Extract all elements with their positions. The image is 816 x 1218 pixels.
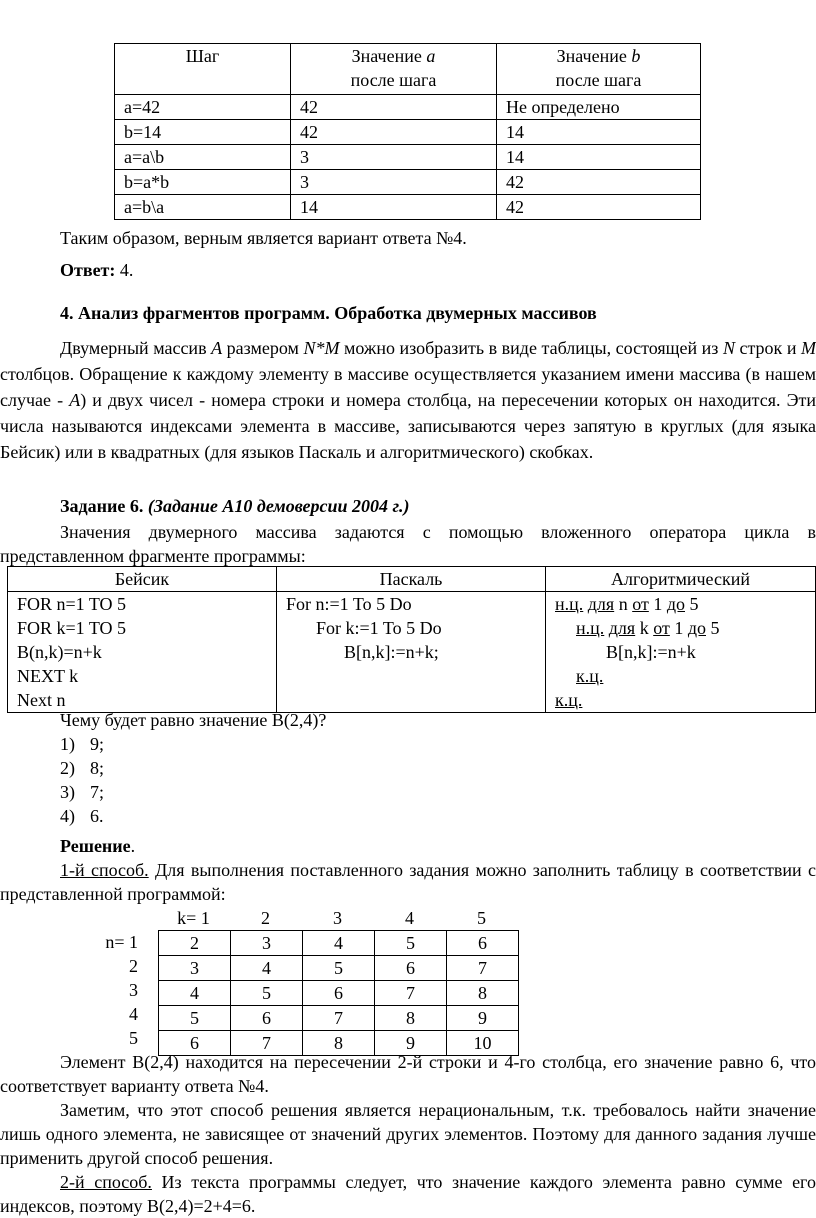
values-grid: [158, 930, 519, 1056]
cell-step: a=a\b: [115, 145, 291, 170]
k-header-row: k= 1 2 3 4 5: [177, 908, 486, 928]
cell-step: b=a*b: [115, 170, 291, 195]
cell-b: Не определено: [497, 95, 701, 120]
steps-table: [114, 43, 701, 220]
answer-options: [60, 732, 104, 828]
table-row: 4 5 6 7 8: [159, 981, 519, 1006]
program-code-row: [8, 592, 816, 713]
cell-step: a=b\a: [115, 195, 291, 220]
cell-a: 14: [291, 195, 497, 220]
intro-paragraph: Двумерный массив A размером N*M можно изобразить в виде таблицы, состоящей из N строк и M столбцов. Обращение к каждому элементу в массиве осуществляется указанием имени массива (в нашем случае - A) и двух чисел - номера строки и номера столбца, на пересечении которых он находится. Эти числа называются индексами элемента в массиве, записываются через запятую в круглых (для языка Бейсик) или в квадратных (для языков Паскаль и алгоритмического) скобках.: [0, 338, 816, 462]
table-row: 5 6 7 8 9: [159, 1006, 519, 1031]
task-heading: [60, 494, 409, 518]
method1-label: 1-й способ.: [60, 860, 149, 880]
paragraph-element: Элемент B(2,4) находится на пересечении 2-й строки и 4-го столбца, его значение равно 6, что соответствует варианту ответа №4.: [0, 1052, 816, 1096]
task-source: (Задание А10 демоверсии 2004 г.): [147, 496, 410, 516]
answer-line: [60, 258, 133, 282]
method1-paragraph: 1-й способ. Для выполнения поставленного задания можно заполнить таблицу в соответствии с представленной программой:: [0, 860, 816, 904]
table-row: 3 4 5 6 7: [159, 956, 519, 981]
method2-label: 2-й способ.: [60, 1172, 152, 1192]
table-row: 2 3 4 5 6: [159, 931, 519, 956]
table-row: 6 7 8 9 10: [159, 1031, 519, 1056]
table-row: [115, 120, 701, 145]
table-row: [115, 95, 701, 120]
cell-b: 42: [497, 195, 701, 220]
paragraph-note: Заметим, что этот способ решения является нерациональным, т.к. требовалось найти значение лишь одного элемента, не зависящее от значений других элементов. Поэтому для данного задания лучше применить другой способ решения.: [0, 1100, 816, 1168]
section-title: 4. Анализ фрагментов программ. Обработка двумерных массивов: [60, 303, 597, 323]
task-text: Значения двумерного массива задаются с помощью вложенного оператора цикла в представленном фрагменте программы:: [0, 522, 816, 566]
answer-value: 4.: [115, 260, 134, 280]
n-labels: n= 1 2 3 4 5: [105, 932, 138, 1048]
option-4: 4) 6.: [60, 806, 104, 826]
option-3: 3) 7;: [60, 782, 105, 802]
cell-b: 14: [497, 145, 701, 170]
header-algo: Алгоритмический: [546, 567, 816, 592]
cell-step: b=14: [115, 120, 291, 145]
cell-a: 3: [291, 145, 497, 170]
cell-step: a=42: [115, 95, 291, 120]
answer-label: Ответ:: [60, 260, 116, 280]
cell-b: 14: [497, 120, 701, 145]
task-label: Задание 6.: [60, 496, 144, 516]
header-basic: Бейсик: [8, 567, 277, 592]
table-row: [115, 170, 701, 195]
option-1: 1) 9;: [60, 734, 105, 754]
code-pascal: For n:=1 To 5 Do For k:=1 To 5 Do B[n,k]:=n+k;: [277, 592, 546, 713]
code-algo: н.ц. для n от 1 до 5 н.ц. для k от 1 до 5 B[n,k]:=n+k к.ц. к.ц.: [546, 592, 816, 713]
cell-a: 42: [291, 120, 497, 145]
code-basic: FOR n=1 TO 5 FOR k=1 TO 5 B(n,k)=n+k NEXT k Next n: [8, 592, 277, 713]
solution-heading: Решение.: [60, 836, 136, 856]
method2-paragraph: 2-й способ. Из текста программы следует, что значение каждого элемента равно сумме его индексов, поэтому B(2,4)=2+4=6.: [0, 1172, 816, 1216]
header-pascal: Паскаль: [277, 567, 546, 592]
header-step: Шаг: [115, 44, 291, 95]
header-value-b: Значение b после шага: [497, 44, 701, 95]
cell-a: 42: [291, 95, 497, 120]
steps-table-header: [115, 44, 701, 95]
cell-a: 3: [291, 170, 497, 195]
header-value-a: Значение a после шага: [291, 44, 497, 95]
option-2: 2) 8;: [60, 758, 105, 778]
conclusion-text: Таким образом, верным является вариант ответа №4.: [60, 228, 467, 248]
program-table-header: [8, 567, 816, 592]
table-row: [115, 145, 701, 170]
solution-label: Решение: [60, 836, 131, 856]
program-table: [7, 566, 816, 713]
table-row: [115, 195, 701, 220]
question-text: Чему будет равно значение B(2,4)?: [60, 710, 327, 730]
cell-b: 42: [497, 170, 701, 195]
